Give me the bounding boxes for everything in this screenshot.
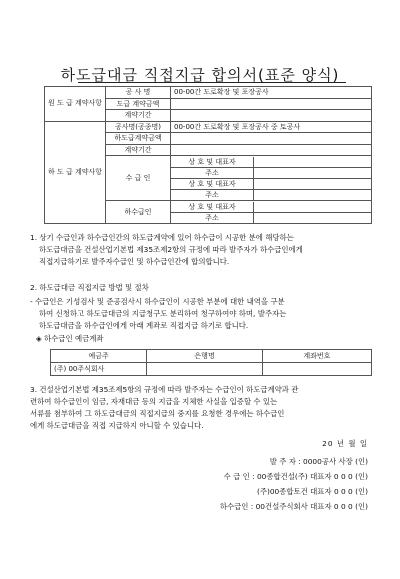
account-header-number: 계좌번호 xyxy=(262,350,371,363)
sub-contract-amount-label: 하도급계약금액 xyxy=(106,133,171,145)
recipient-label: 수 급 인 xyxy=(106,156,171,201)
clause-1-line: 하도급대금을 건설산업기본법 제35조제2항의 규정에 따라 발주자가 하수급인에게 xyxy=(39,245,303,254)
clause-3 xyxy=(30,384,298,432)
recipient-address-label-1: 주소 xyxy=(171,167,254,178)
clause-3-line: 서류를 첨부하여 그 하도급대금의 직접지급의 중지를 요청한 경우에는 하수급인 xyxy=(30,409,285,418)
sub-project-name-value[interactable]: 00-00간 도로확장 및 포장공사 중 토공사 xyxy=(171,121,372,133)
clause-1 xyxy=(30,232,303,268)
prime-contract-section-label: 원 도 급 계약사항 xyxy=(45,87,106,122)
subcontractor-name-label: 상 호 및 대표자 xyxy=(171,202,254,213)
recipient-name-label-2: 상 호 및 대표자 xyxy=(171,178,254,189)
sub-contract-amount-value[interactable] xyxy=(171,133,372,145)
clause-2-heading: 2. 하도급대금 직접지급 방법 및 절차 xyxy=(30,283,149,292)
recipient-address-value-1[interactable] xyxy=(254,167,371,178)
recipient-fields xyxy=(171,156,372,201)
sub-contract-section-label: 하 도 급 계약사항 xyxy=(45,121,106,224)
signature-client: 발 주 자 : 0000공사 사장 (인) xyxy=(269,457,368,466)
clause-1-line: 직접지급하기로 발주자수급인 및 하수급인간에 합의합니다. xyxy=(39,257,230,266)
sub-contract-period-value[interactable] xyxy=(171,144,372,156)
account-number-value[interactable] xyxy=(262,363,371,376)
recipient-address-value-2[interactable] xyxy=(254,189,371,200)
signature-subcontractor: 하수급인 : 00건설주식회사 대표자 0 0 0 (인) xyxy=(219,502,368,511)
recipient-name-value-1[interactable] xyxy=(254,157,371,168)
prime-contract-amount-value[interactable] xyxy=(171,98,372,110)
clause-2-line: 하여 신청하고 하도급대금의 지급청구도 분리하여 청구하여야 하며, 발주자는 xyxy=(39,309,287,318)
prime-contract-amount-label: 도급 계약금액 xyxy=(106,98,171,110)
clause-2-line: - 수급인은 기성검사 및 준공검사시 하수급인이 시공한 부분에 대한 내역을 구분 xyxy=(30,297,285,306)
sub-project-name-label: 공사명(공종명) xyxy=(106,121,171,133)
title-underline xyxy=(78,82,346,83)
subcontractor-label: 하수급인 xyxy=(106,201,171,224)
recipient-name-label-1: 상 호 및 대표자 xyxy=(171,157,254,168)
subcontractor-fields xyxy=(171,201,372,224)
clause-3-line: 련하여 하수급인이 임금, 자재대금 등의 지급을 지체한 사실을 입증할 수 있는 xyxy=(30,397,278,406)
prime-project-name-value[interactable]: 00-00간 도로확장 및 포장공사 xyxy=(171,87,372,99)
clause-1-line: 1. 상기 수급인과 하수급인간의 하도급계약에 있어 하수급이 시공한 분에 해당하는 xyxy=(30,233,294,242)
signature-contractor: 수 급 인 : 00종합건설(주) 대표자 0 0 0 (인) xyxy=(223,472,368,481)
contract-table xyxy=(44,86,372,224)
subcontractor-address-label: 주소 xyxy=(171,212,254,223)
clause-3-line: 에게 하도급대금을 직접 지급하지 아니할 수 있습니다. xyxy=(30,421,204,430)
account-bank-value[interactable] xyxy=(147,363,263,376)
recipient-address-label-2: 주소 xyxy=(171,189,254,200)
subcontractor-name-value[interactable] xyxy=(254,202,371,213)
prime-contract-period-label: 계약기간 xyxy=(106,110,171,122)
prime-contract-period-value[interactable] xyxy=(171,110,372,122)
account-holder-value[interactable]: (주) 00주식회사 xyxy=(51,363,147,376)
date-line: 20 년 월 일 xyxy=(322,439,368,448)
account-heading: ◈ 하수급인 예금계좌 xyxy=(36,334,104,343)
signature-contractor-2: (주)00종합토건 대표자 0 0 0 (인) xyxy=(256,487,368,496)
document-title: 하도급대금 직접지급 합의서(표준 양식) xyxy=(60,66,340,84)
account-header-bank: 은행명 xyxy=(147,350,263,363)
clause-2-line: 하도급대금을 하수급인에게 아래 계좌로 직접지급 하기로 합니다. xyxy=(39,321,249,330)
account-header-holder: 예금주 xyxy=(51,350,147,363)
subcontractor-address-value[interactable] xyxy=(254,212,371,223)
prime-project-name-label: 공 사 명 xyxy=(106,87,171,99)
account-table xyxy=(50,349,372,376)
clause-2 xyxy=(30,296,286,332)
clause-3-line: 3. 건설산업기본법 제35조제5항의 규정에 따라 발주자는 수급인이 하도급계약과 관 xyxy=(30,385,299,394)
sub-contract-period-label: 계약기간 xyxy=(106,144,171,156)
recipient-name-value-2[interactable] xyxy=(254,178,371,189)
